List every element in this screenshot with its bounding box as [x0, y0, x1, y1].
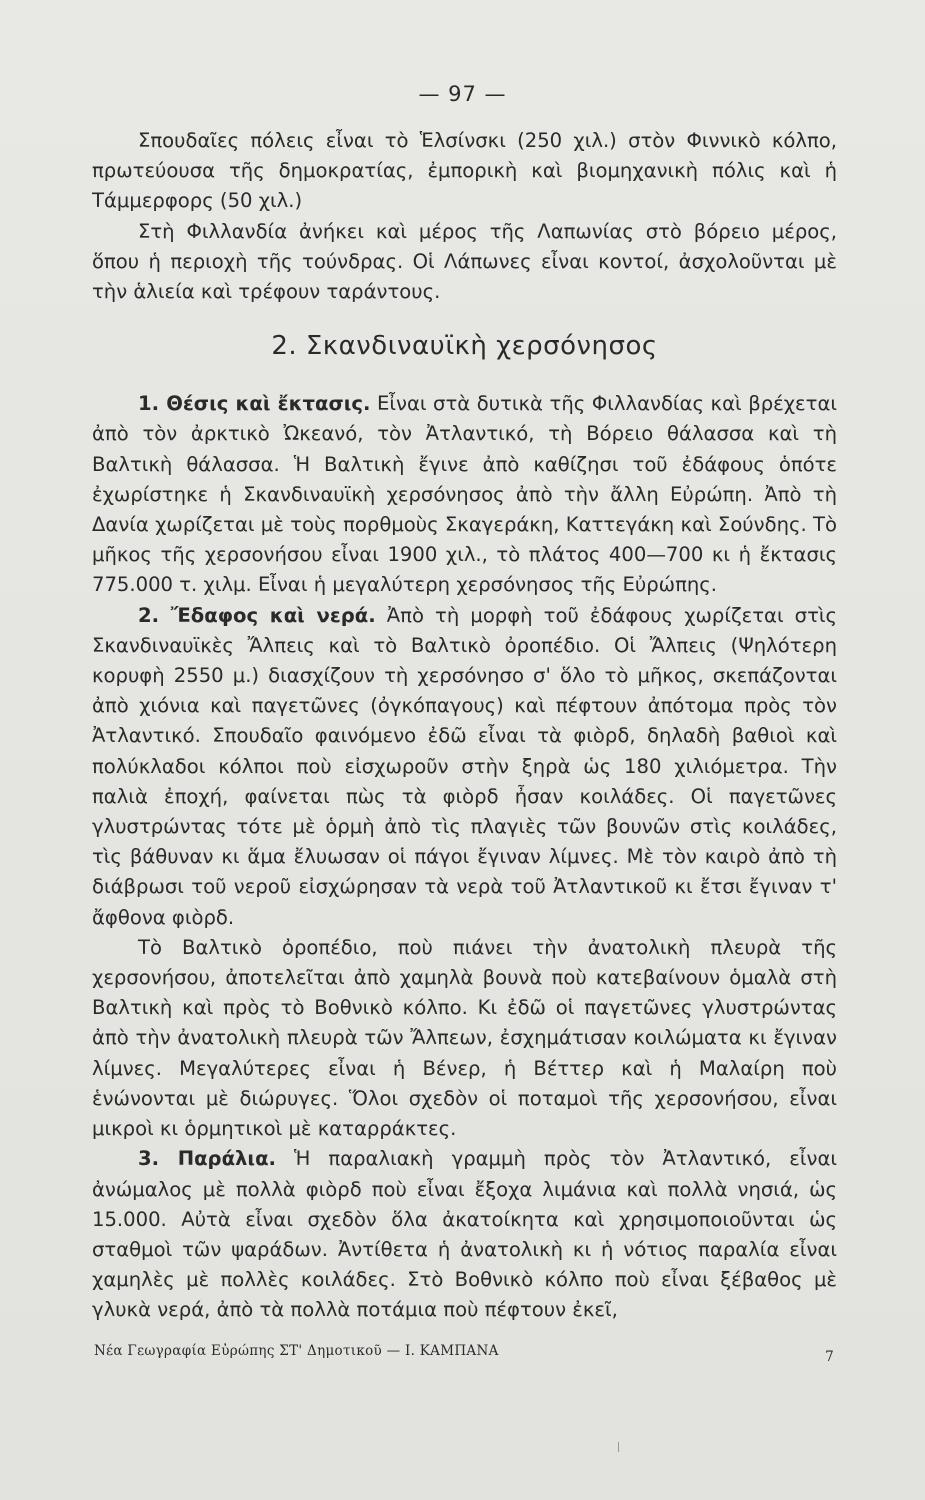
paragraph-terrain-waters [92, 601, 837, 933]
paragraph-coasts-text: Ἡ παραλιακὴ γραμμὴ πρὸς τὸν Ἀτλαντικό, εἶναι ἀνώμαλος μὲ πολλὰ φιὸρδ ποὺ εἶναι ἔξοχα λιμάνια καὶ πολλὰ νησιά, ὡς 15.000. Αὐτὰ εἶναι σχεδὸν ὅλα ἀκατοίκητα καὶ χρησιμοποιοῦνται ὡς σταθμοὶ τῶν ψαράδων. Ἀντίθετα ἡ ἀνατολικὴ κι ἡ νότιος παραλία εἶναι χαμηλὲς μὲ πολλὲς κοιλάδες. Στὸ Βοθνικὸ κόλπο ποὺ εἶναι ξέβαθος μὲ γλυκὰ νερά, ἀπὸ τὰ πολλὰ ποτάμια ποὺ πέφτουν ἐκεῖ, [92, 1147, 837, 1322]
paragraph-coasts [92, 1144, 837, 1325]
subsection-label-position: 1. Θέσις καὶ ἔκτασις. [138, 392, 371, 416]
intro-paragraph-lapland: Στὴ Φιλλανδία ἀνήκει καὶ μέρος τῆς Λαπωνίας στὸ βόρειο μέρος, ὅπου ἡ περιοχὴ τῆς τούνδρας. Οἱ Λάπωνες εἶναι κοντοί, ἀσχολοῦνται μὲ τὴν ἁλιεία καὶ τρέφουν ταράντους. [92, 219, 837, 304]
paragraph-terrain-text: Ἀπὸ τὴ μορφὴ τοῦ ἐδάφους χωρίζεται στὶς Σκανδιναυϊκὲς Ἄλπεις καὶ τὸ Βαλτικὸ ὀροπέδιο. Οἱ Ἄλπεις (Ψηλότερη κορυφὴ 2550 μ.) διασχίζουν τὴ χερσόνησο σ' ὅλο τὸ μῆκος, σκεπάζονται ἀπὸ χιόνια καὶ παγετῶνες (ὀγκόπαγους) καὶ πέφτουν ἀπότομα πρὸς τὸν Ἀτλαντικό. Σπουδαῖο φαινόμενο ἐδῶ εἶναι τὰ φιὸρδ, δηλαδὴ βαθιοὶ καὶ πολύκλαδοι κόλποι ποὺ εἰσχωροῦν στὴν ξηρὰ ὡς 180 χιλιόμετρα. Τὴν παλιὰ ἐποχή, φαίνεται πὼς τὰ φιὸρδ ἦσαν κοιλάδες. Οἱ παγετῶνες γλυστρώντας τότε μὲ ὁρμὴ ἀπὸ τὶς πλαγιὲς τῶν βουνῶν στὶς κοιλάδες, τὶς βάθυναν κι ἅμα ἔλυωσαν οἱ πάγοι ἔγιναν λίμνες. Μὲ τὸν καιρὸ ἀπὸ τὴ διάβρωσι τοῦ νεροῦ εἰσχώρησαν τὰ νερὰ τοῦ Ἀτλαντικοῦ κι ἔτσι ἔγιναν τ' ἄφθονα φιὸρδ. [92, 603, 838, 929]
subsection-label-coasts: 3. Παράλια. [138, 1147, 276, 1171]
page-number: — 97 — [418, 82, 507, 106]
paragraph-baltic-plateau: Τὸ Βαλτικὸ ὀροπέδιο, ποὺ πιάνει τὴν ἀνατολικὴ πλευρὰ τῆς χερσονήσου, ἀποτελεῖται ἀπὸ χαμηλὰ βουνὰ ποὺ κατεβαίνουν ὁμαλὰ στὴ Βαλτικὴ καὶ πρὸς τὸ Βοθνικὸ κόλπο. Κι ἐδῶ οἱ παγετῶνες γλυστρώντας ἀπὸ τὴν ἀνατολικὴ πλευρὰ τῶν Ἄλπεων, ἐσχημάτισαν κοιλώματα κι ἔγιναν λίμνες. Μεγαλύτερες εἶναι ἡ Βένερ, ἡ Βέττερ καὶ ἡ Μαλαίρη ποὺ ἑνώνονται μὲ διώρυγες. Ὅλοι σχεδὸν οἱ ποταμοὶ τῆς χερσονήσου, εἶναι μικροὶ κι ὁρμητικοὶ μὲ καταρράκτες. [92, 935, 837, 1141]
page-footer [94, 1343, 834, 1365]
footer-book-title: Νέα Γεωγραφία Εὐρώπης ΣΤ' Δημοτικοῦ — Ι. ΚΑΜΠΑΝΑ [94, 1343, 499, 1359]
intro-paragraph-cities: Σπουδαῖες πόλεις εἶναι τὸ Ἑλσίνσκι (250 χιλ.) στὸν Φιννικὸ κόλπο, πρωτεύουσα τῆς δημοκρατίας, ἐμπορικὴ καὶ βιομηχανικὴ πόλις καὶ ἡ Τάμμερφορς (50 χιλ.) [92, 129, 837, 213]
section-heading: 2. Σκανδιναυϊκὴ χερσόνησος [271, 331, 658, 362]
subsection-label-terrain: 2. Ἔδαφος καὶ νερά. [138, 603, 376, 627]
footer-signature-number: 7 [825, 1349, 834, 1365]
page-mark [618, 1442, 619, 1452]
page-body [92, 126, 837, 1326]
paragraph-position-extent [92, 389, 837, 600]
paragraph-position-text: Εἶναι στὰ δυτικὰ τῆς Φιλλανδίας καὶ βρέχεται ἀπὸ τὸν ἀρκτικὸ Ὠκεανό, τὸν Ἀτλαντικό, τὴ Βόρειο θάλασσα καὶ τὴ Βαλτικὴ θάλασσα. Ἡ Βαλτικὴ ἔγινε ἀπὸ καθίζησι τοῦ ἐδάφους ὁπότε ἐχωρίστηκε ἡ Σκανδιναυϊκὴ χερσόνησος ἀπὸ τὴν ἄλλη Εὐρώπη. Ἀπὸ τὴ Δανία χωρίζεται μὲ τοὺς πορθμοὺς Σκαγεράκη, Καττεγάκη καὶ Σούνδης. Τὸ μῆκος τῆς χερσονήσου εἶναι 1900 χιλ., τὸ πλάτος 400—700 κι ἡ ἔκτασις 775.000 τ. χιλμ. Εἶναι ἡ μεγαλύτερη χερσόνησος τῆς Εὐρώπης. [92, 392, 837, 597]
